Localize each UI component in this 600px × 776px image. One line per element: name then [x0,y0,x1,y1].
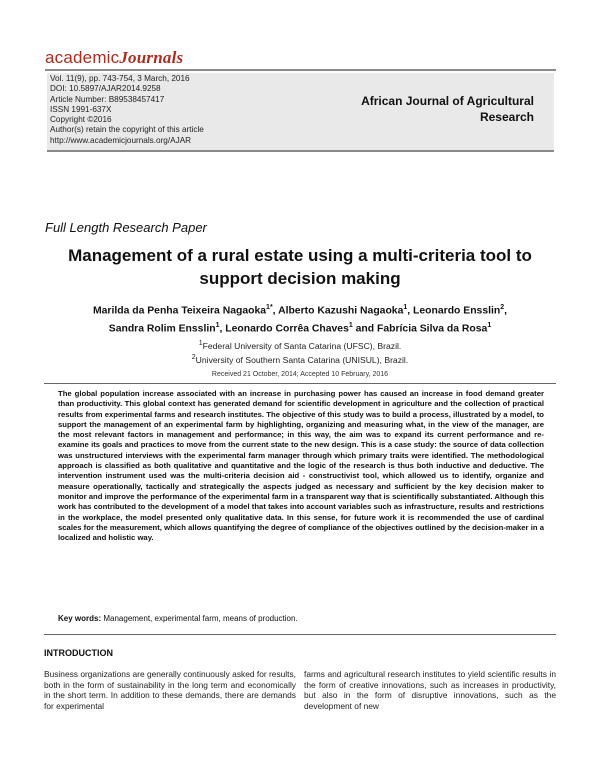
meta-issn: ISSN 1991-637X [50,104,112,114]
publisher-logo [45,48,183,68]
author-affiliation-mark: 1 [403,304,408,311]
author-name: Marilda da Penha Teixeira Nagaoka [92,305,267,317]
keywords-label: Key words: [58,614,102,623]
author-list: Marilda da Penha Teixeira Nagaoka$^{1*}$, Alberto Kazushi Nagaoka$^1$, Leonardo Ensslin$^2$, Sandra Rolim Ensslin$^1$, Leonardo Corrêa Chaves$^1$ and Fabrícia Silva da Rosa$^1$ [92,304,508,335]
keywords [58,614,544,623]
author-affiliation-mark: 1 [348,322,353,330]
meta-lines [50,74,204,146]
author-name: Leonardo Corrêa Chaves [225,323,349,335]
author-name: Sandra Rolim Ensslin [108,323,216,335]
article-meta-box [47,73,554,152]
logo-part-journals: Journals [119,48,184,67]
author-affiliation-mark: 1 [215,322,220,330]
received-dates: Received 21 October, 2014; Accepted 10 February, 2016 [211,371,389,378]
abstract-section [44,383,556,635]
affiliations [100,338,500,366]
journal-name: African Journal of Agricultural Research [361,94,534,124]
body-column-left: Business organizations are generally continuously asked for results, both in the form of sustainability in the long term and economically in the short term. In addition to these demands, there are demands for experimental [44,669,296,711]
author-affiliation-mark: 1 [487,322,492,330]
meta-url[interactable]: http://www.academicjournals.org/AJAR [50,135,192,145]
affiliation-line: $^1$Federal University of Santa Catarina (UFSC), Brazil. [198,340,402,351]
meta-rights: Author(s) retain the copyright of this article [50,125,204,135]
meta-copyright: Copyright ©2016 [50,115,112,125]
abstract-text: The global population increase associated with an increase in purchasing power has caused an increase in food demand greater than productivity. This global context has generated demand for scientific development in agriculture and the collection of practical results from experimental farms and research institutes. The objective of this study was to build a process, illustrated by a model, to support the management of an experimental farm by highlighting, organizing and measuring what, in the view of the manager, are the most relevant factors in management and performance; in this way, the aim was to expand its current performance and re-examine its goals and practices to move from the current state to the new design. This is a case study: the source of data collection was unstructured interviews with the experimental farm manager through which primary traits were identified. The methodological approach is classified as both qualitative and quantitative and the logic of the research is thus both inductive and deductive. The intervention instrument used was the multi-criteria decision aid - constructivist tool, which allowed us to identify, organize and measure operationally, tactically and strategically the aspects judged as necessary and sufficient by the key decision maker to monitor and improve the performance of the experimental farm in a transparent way that is scientifically substantiated. Although this work has contributed to the development of a model that takes into account variables such as infrastructure, results and restrictions in the workplace, the model presented only qualitative data. In this sense, for future work it is recommended the use of cardinal scales for the measurement, which allows quantifying the degree of compliance of the objectives outlined by the decision-maker in a localized and holistic way. [58,389,544,543]
body-column-right: farms and agricultural research institutes to yield scientific results in the form of creative innovations, such as increases in productivity, but also in the form of disruptive innovations, such as the development of new [304,669,556,711]
author-name: Leonardo Ensslin [413,305,501,317]
author-name: Fabrícia Silva da Rosa [377,323,488,335]
author-name: Alberto Kazushi Nagaoka [278,305,404,317]
header-divider [45,69,556,71]
meta-volume: Vol. 11(9), pp. 743-754, 3 March, 2016 [50,74,190,83]
author-affiliation-mark: 1* [266,304,273,311]
meta-doi: DOI: 10.5897/AJAR2014.9258 [50,84,161,94]
article-type: Full Length Research Paper [45,220,207,235]
keywords-text: Management, experimental farm, means of production. [103,614,298,623]
logo-part-academic: academic [45,48,120,67]
section-heading-introduction: INTRODUCTION [44,648,113,658]
paper-title: Management of a rural estate using a multi-criteria tool to support decision making [68,246,532,288]
author-affiliation-mark: 2 [500,304,505,311]
meta-article-number: Article Number: B89538457417 [50,94,165,104]
affiliation-line: $^2$University of Southern Santa Catarina (UNISUL), Brazil. [191,353,409,365]
